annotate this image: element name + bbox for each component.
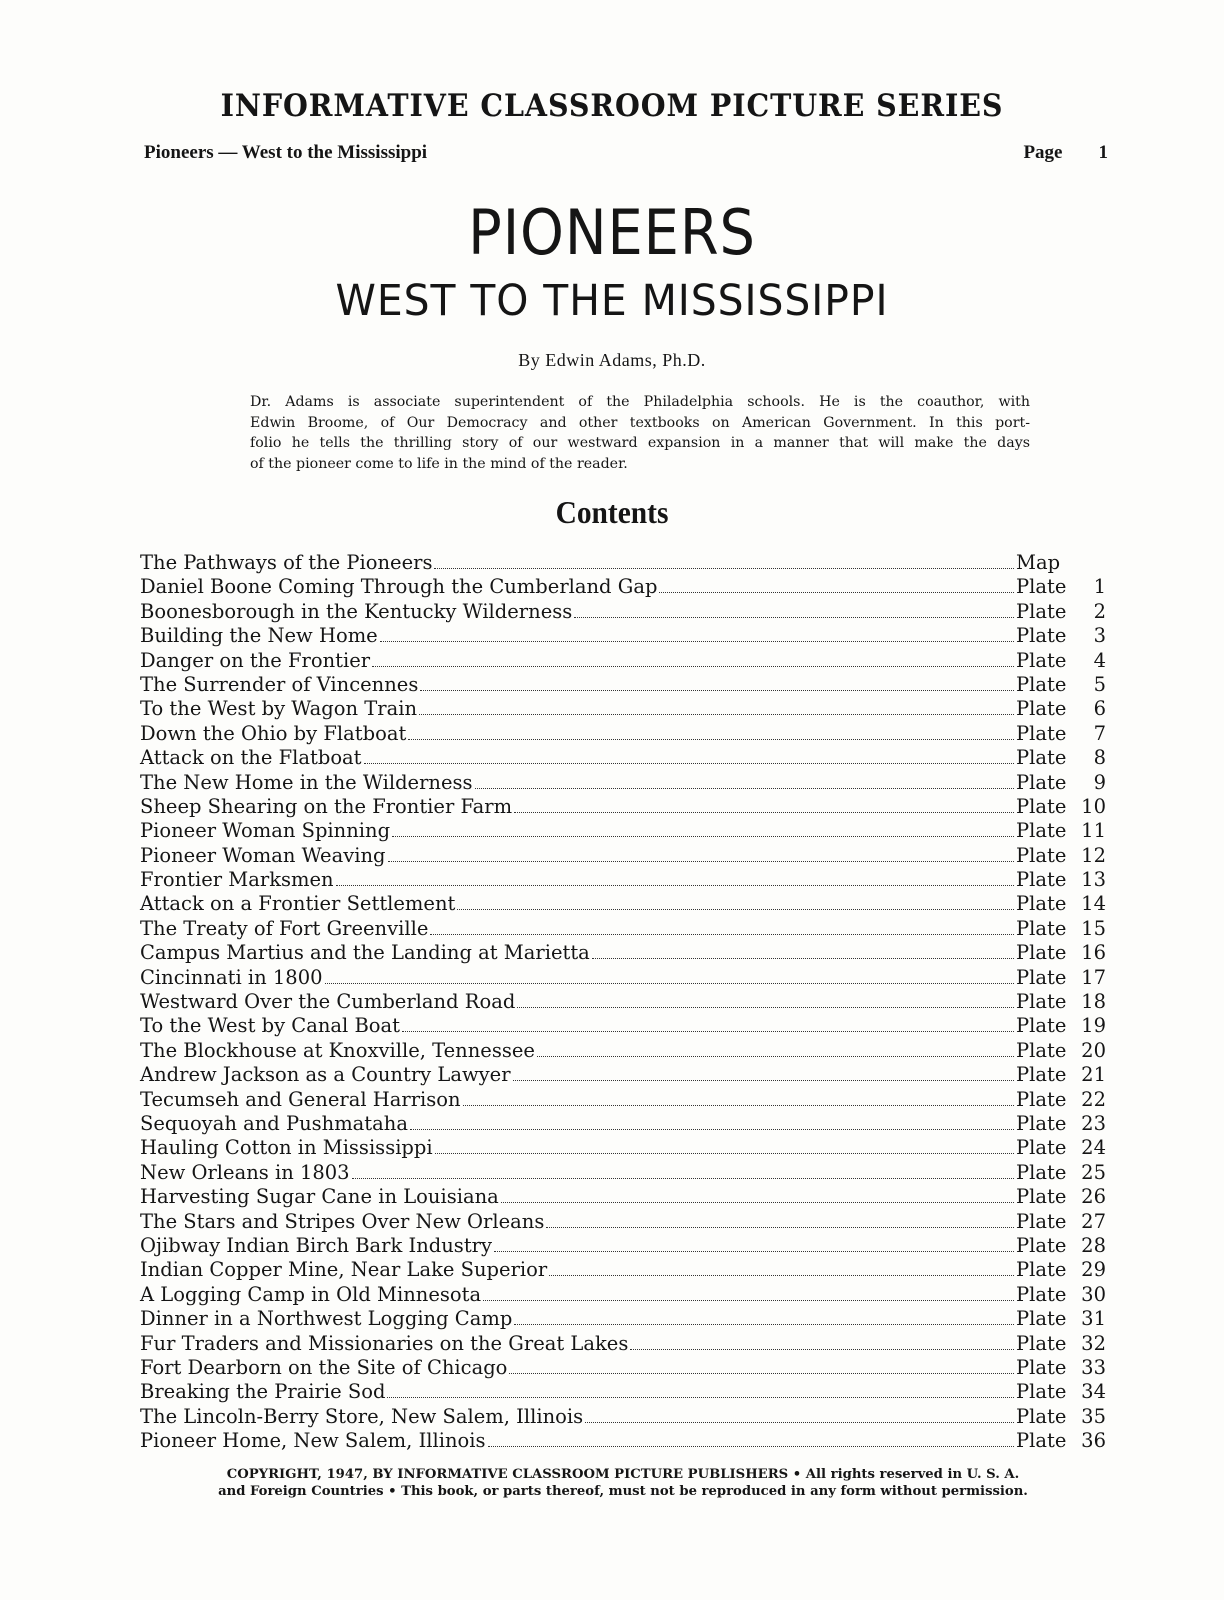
toc-entry-number: 5: [1093, 672, 1106, 696]
toc-entry-label: Plate: [1016, 1380, 1067, 1404]
toc-entry: [140, 868, 1106, 892]
dot-leader: [494, 1250, 1014, 1252]
toc-entry-title: The Pathways of the Pioneers: [140, 551, 433, 574]
toc-entry-number: 8: [1093, 746, 1106, 770]
toc-entry-label: Plate: [1016, 843, 1067, 867]
dot-leader: [419, 713, 1014, 715]
copyright-notice: [140, 1466, 1106, 1500]
toc-entry: [140, 1014, 1106, 1038]
toc-entry: [140, 990, 1106, 1014]
toc-entry: [140, 1405, 1106, 1429]
toc-entry: [140, 1380, 1106, 1404]
toc-entry-label: Plate: [1016, 697, 1067, 721]
toc-entry: [140, 1258, 1106, 1282]
toc-entry-title: To the West by Canal Boat: [140, 1014, 400, 1038]
toc-entry-label: Plate: [1016, 672, 1067, 696]
toc-entry-label: Plate: [1016, 1209, 1067, 1233]
toc-entry-label: Plate: [1016, 1233, 1067, 1257]
toc-entry: [140, 819, 1106, 843]
dot-leader: [463, 1104, 1014, 1106]
running-title: Pioneers — West to the Mississippi: [144, 142, 428, 163]
toc-entry-label: Plate: [1016, 1087, 1067, 1111]
dot-leader: [388, 860, 1014, 862]
dot-leader: [410, 1128, 1014, 1130]
bio-line: Dr. Adams is associate superintendent of the Philadelphia schools. He is the coauthor, with: [250, 394, 1030, 410]
toc-entry-label: Plate: [1016, 1307, 1067, 1331]
toc-entry-title: Fort Dearborn on the Site of Chicago: [140, 1355, 508, 1379]
toc-entry-title: Pioneer Home, New Salem, Illinois: [140, 1429, 486, 1453]
document-subtitle: WEST TO THE MISSISSIPPI: [335, 276, 889, 326]
dot-leader: [501, 1201, 1014, 1203]
dot-leader: [659, 591, 1014, 593]
toc-entry-label: Plate: [1016, 1038, 1067, 1062]
page-number: 1: [1098, 142, 1108, 163]
copyright-line: and Foreign Countries • This book, or parts thereof, must not be reproduced in any form without permission.: [218, 1484, 1028, 1499]
toc-entry-title: The Lincoln-Berry Store, New Salem, Illinois: [140, 1404, 584, 1428]
toc-entry: [140, 649, 1106, 673]
document-title: PIONEERS: [468, 196, 756, 269]
toc-entry-number: 35: [1081, 1404, 1106, 1428]
toc-entry-label: Plate: [1016, 794, 1067, 818]
toc-entry-label: Map: [1016, 551, 1061, 574]
toc-entry-number: 34: [1081, 1380, 1106, 1404]
dot-leader: [585, 1421, 1014, 1423]
toc-entry: [140, 575, 1106, 599]
dot-leader: [513, 1079, 1014, 1081]
toc-entry-number: 19: [1081, 1014, 1106, 1038]
toc-entry-label: Plate: [1016, 1258, 1067, 1282]
toc-entry-title: Attack on the Flatboat: [140, 746, 362, 770]
dot-leader: [402, 1030, 1014, 1032]
toc-entry-label: Plate: [1016, 1063, 1067, 1087]
dot-leader: [483, 1299, 1014, 1301]
toc-entry-title: Attack on a Frontier Settlement: [140, 892, 456, 916]
dot-leader: [430, 933, 1014, 935]
toc-entry-label: Plate: [1016, 916, 1067, 940]
toc-entry-number: 6: [1093, 697, 1106, 721]
dot-leader: [630, 1348, 1014, 1350]
toc-entry: [140, 941, 1106, 965]
toc-entry-title: Danger on the Frontier: [140, 648, 371, 672]
dot-leader: [549, 1274, 1014, 1276]
toc-entry-label: Plate: [1016, 599, 1067, 623]
toc-entry-number: 24: [1081, 1136, 1106, 1160]
dot-leader: [488, 1445, 1014, 1447]
toc-entry: [140, 1185, 1106, 1209]
toc-entry-title: Daniel Boone Coming Through the Cumberland Gap: [140, 575, 658, 599]
dot-leader: [380, 640, 1014, 642]
toc-entry: [140, 1039, 1106, 1063]
toc-entry-label: Plate: [1016, 770, 1067, 794]
dot-leader: [352, 1177, 1014, 1179]
dot-leader: [325, 982, 1014, 984]
toc-entry-number: 20: [1081, 1038, 1106, 1062]
toc-entry: [140, 844, 1106, 868]
toc-entry-number: 28: [1081, 1233, 1106, 1257]
toc-entry-title: New Orleans in 1803: [140, 1160, 350, 1184]
toc-entry-label: Plate: [1016, 721, 1067, 745]
toc-entry-number: 22: [1081, 1087, 1106, 1111]
toc-entry-number: 13: [1081, 868, 1106, 892]
toc-entry-label: Plate: [1016, 892, 1067, 916]
series-title: INFORMATIVE CLASSROOM PICTURE SERIES: [220, 88, 1004, 124]
toc-entry-title: The Blockhouse at Knoxville, Tennessee: [140, 1038, 535, 1062]
bio-line: folio he tells the thrilling story of our westward expansion in a manner that will make the days: [250, 435, 1030, 451]
toc-entry-title: Andrew Jackson as a Country Lawyer: [140, 1063, 511, 1087]
dot-leader: [574, 616, 1014, 618]
toc-entry-label: Plate: [1016, 1429, 1067, 1453]
toc-entry: [140, 1136, 1106, 1160]
dot-leader: [514, 811, 1014, 813]
toc-entry: [140, 697, 1106, 721]
toc-entry-label: Plate: [1016, 1355, 1067, 1379]
table-of-contents: [140, 551, 1106, 1453]
toc-entry-number: 26: [1081, 1185, 1106, 1209]
author-byline: By Edwin Adams, Ph.D.: [518, 350, 706, 370]
toc-entry-number: 32: [1081, 1331, 1106, 1355]
dot-leader: [336, 884, 1014, 886]
toc-entry-number: 30: [1081, 1282, 1106, 1306]
toc-entry-title: Boonesborough in the Kentucky Wilderness: [140, 599, 573, 623]
toc-entry: [140, 917, 1106, 941]
toc-entry-number: 9: [1093, 770, 1106, 794]
toc-entry: [140, 795, 1106, 819]
toc-entry-title: A Logging Camp in Old Minnesota: [140, 1282, 482, 1306]
bio-line: Edwin Broome, of Our Democracy and other textbooks on American Government. In this port-: [250, 414, 1030, 431]
dot-leader: [434, 567, 1014, 569]
toc-entry-label: Plate: [1016, 1111, 1067, 1135]
toc-entry-number: 18: [1081, 990, 1106, 1014]
toc-entry-number: 25: [1081, 1160, 1106, 1184]
toc-entry-label: Plate: [1016, 1282, 1067, 1306]
toc-entry-label: Plate: [1016, 746, 1067, 770]
toc-entry-title: Down the Ohio by Flatboat: [140, 721, 407, 745]
toc-entry: [140, 1234, 1106, 1258]
page-label: Page: [1023, 142, 1063, 163]
toc-entry-number: 17: [1081, 965, 1106, 989]
toc-entry-title: Hauling Cotton in Mississippi: [140, 1136, 433, 1160]
dot-leader: [387, 1396, 1014, 1398]
toc-entry: [140, 1088, 1106, 1112]
toc-entry: [140, 1063, 1106, 1087]
toc-entry: [140, 966, 1106, 990]
toc-entry: [140, 746, 1106, 770]
toc-entry-title: Harvesting Sugar Cane in Louisiana: [140, 1185, 499, 1209]
toc-entry: [140, 1283, 1106, 1307]
toc-entry-title: Breaking the Prairie Sod: [140, 1380, 386, 1404]
toc-entry-title: Campus Martius and the Landing at Marietta: [140, 941, 590, 965]
toc-entry: [140, 722, 1106, 746]
toc-entry-number: 3: [1093, 624, 1106, 648]
toc-entry: [140, 624, 1106, 648]
toc-entry-number: 16: [1081, 941, 1106, 965]
toc-entry-number: 36: [1081, 1429, 1106, 1453]
toc-entry-title: Pioneer Woman Weaving: [140, 843, 386, 867]
dot-leader: [408, 738, 1014, 740]
toc-entry: [140, 1307, 1106, 1331]
toc-entry-title: Ojibway Indian Birch Bark Industry: [140, 1233, 492, 1257]
toc-entry-label: Plate: [1016, 819, 1067, 843]
toc-entry-title: The Treaty of Fort Greenville: [140, 916, 429, 940]
dot-leader: [592, 957, 1014, 959]
dot-leader: [420, 689, 1014, 691]
toc-entry-number: 15: [1081, 916, 1106, 940]
toc-entry-label: Plate: [1016, 1185, 1067, 1209]
author-bio: [250, 392, 1030, 474]
dot-leader: [457, 908, 1014, 910]
toc-entry: [140, 771, 1106, 795]
toc-entry-number: 4: [1093, 648, 1106, 672]
dot-leader: [392, 835, 1014, 837]
toc-entry-number: 2: [1093, 599, 1106, 623]
toc-entry-number: 7: [1093, 721, 1106, 745]
dot-leader: [364, 762, 1014, 764]
toc-entry-title: Sheep Shearing on the Frontier Farm: [140, 794, 513, 818]
toc-entry-title: To the West by Wagon Train: [140, 697, 417, 721]
bio-line: of the pioneer come to life in the mind of the reader.: [250, 455, 628, 472]
toc-entry: [140, 600, 1106, 624]
toc-entry-title: The Surrender of Vincennes: [140, 672, 419, 696]
toc-entry-title: Tecumseh and General Harrison: [140, 1087, 461, 1111]
toc-entry: [140, 1161, 1106, 1185]
toc-entry: [140, 1210, 1106, 1234]
toc-entry-label: Plate: [1016, 868, 1067, 892]
toc-entry-title: Building the New Home: [140, 624, 378, 648]
toc-entry: [140, 551, 1106, 575]
toc-entry-label: Plate: [1016, 1014, 1067, 1038]
toc-entry: [140, 1356, 1106, 1380]
toc-entry-number: 11: [1081, 819, 1106, 843]
toc-entry-number: 33: [1081, 1355, 1106, 1379]
toc-entry-number: 12: [1081, 843, 1106, 867]
toc-entry-label: Plate: [1016, 990, 1067, 1014]
toc-entry: [140, 673, 1106, 697]
toc-entry-number: 21: [1081, 1063, 1106, 1087]
toc-entry-title: Cincinnati in 1800: [140, 965, 323, 989]
toc-entry-title: Frontier Marksmen: [140, 868, 334, 892]
dot-leader: [435, 1152, 1014, 1154]
toc-entry-title: The New Home in the Wilderness: [140, 770, 473, 794]
toc-entry-label: Plate: [1016, 648, 1067, 672]
toc-entry-label: Plate: [1016, 965, 1067, 989]
running-header: [144, 142, 1108, 164]
toc-entry: [140, 892, 1106, 916]
toc-entry-number: 27: [1081, 1209, 1106, 1233]
toc-entry-label: Plate: [1016, 1160, 1067, 1184]
toc-entry-title: Indian Copper Mine, Near Lake Superior: [140, 1258, 548, 1282]
dot-leader: [537, 1055, 1014, 1057]
toc-entry-number: 23: [1081, 1111, 1106, 1135]
toc-entry-number: 14: [1081, 892, 1106, 916]
toc-entry-title: Dinner in a Northwest Logging Camp: [140, 1307, 513, 1331]
toc-entry-label: Plate: [1016, 941, 1067, 965]
toc-entry-title: Sequoyah and Pushmataha: [140, 1111, 408, 1135]
toc-entry-number: 10: [1081, 794, 1106, 818]
toc-entry-number: 29: [1081, 1258, 1106, 1282]
dot-leader: [514, 1323, 1014, 1325]
toc-entry-title: Fur Traders and Missionaries on the Great Lakes: [140, 1331, 629, 1355]
toc-entry: [140, 1332, 1106, 1356]
dot-leader: [372, 665, 1014, 667]
toc-entry-number: 1: [1093, 575, 1106, 599]
toc-entry-label: Plate: [1016, 575, 1067, 599]
toc-entry-title: The Stars and Stripes Over New Orleans: [140, 1209, 545, 1233]
toc-entry: [140, 1112, 1106, 1136]
toc-entry-title: Westward Over the Cumberland Road: [140, 990, 516, 1014]
toc-entry-label: Plate: [1016, 1136, 1067, 1160]
toc-entry-number: 31: [1081, 1307, 1106, 1331]
toc-entry-title: Pioneer Woman Spinning: [140, 819, 391, 843]
toc-entry: [140, 1429, 1106, 1453]
dot-leader: [517, 1006, 1014, 1008]
toc-entry-label: Plate: [1016, 1331, 1067, 1355]
toc-entry-label: Plate: [1016, 624, 1067, 648]
copyright-line: COPYRIGHT, 1947, BY INFORMATIVE CLASSROOM PICTURE PUBLISHERS • All rights reserved in U. S. A.: [226, 1467, 1020, 1482]
contents-heading: Contents: [555, 494, 669, 530]
dot-leader: [475, 787, 1014, 789]
page-indicator: [1023, 142, 1108, 164]
dot-leader: [546, 1226, 1014, 1228]
dot-leader: [509, 1372, 1014, 1374]
toc-entry-label: Plate: [1016, 1404, 1067, 1428]
